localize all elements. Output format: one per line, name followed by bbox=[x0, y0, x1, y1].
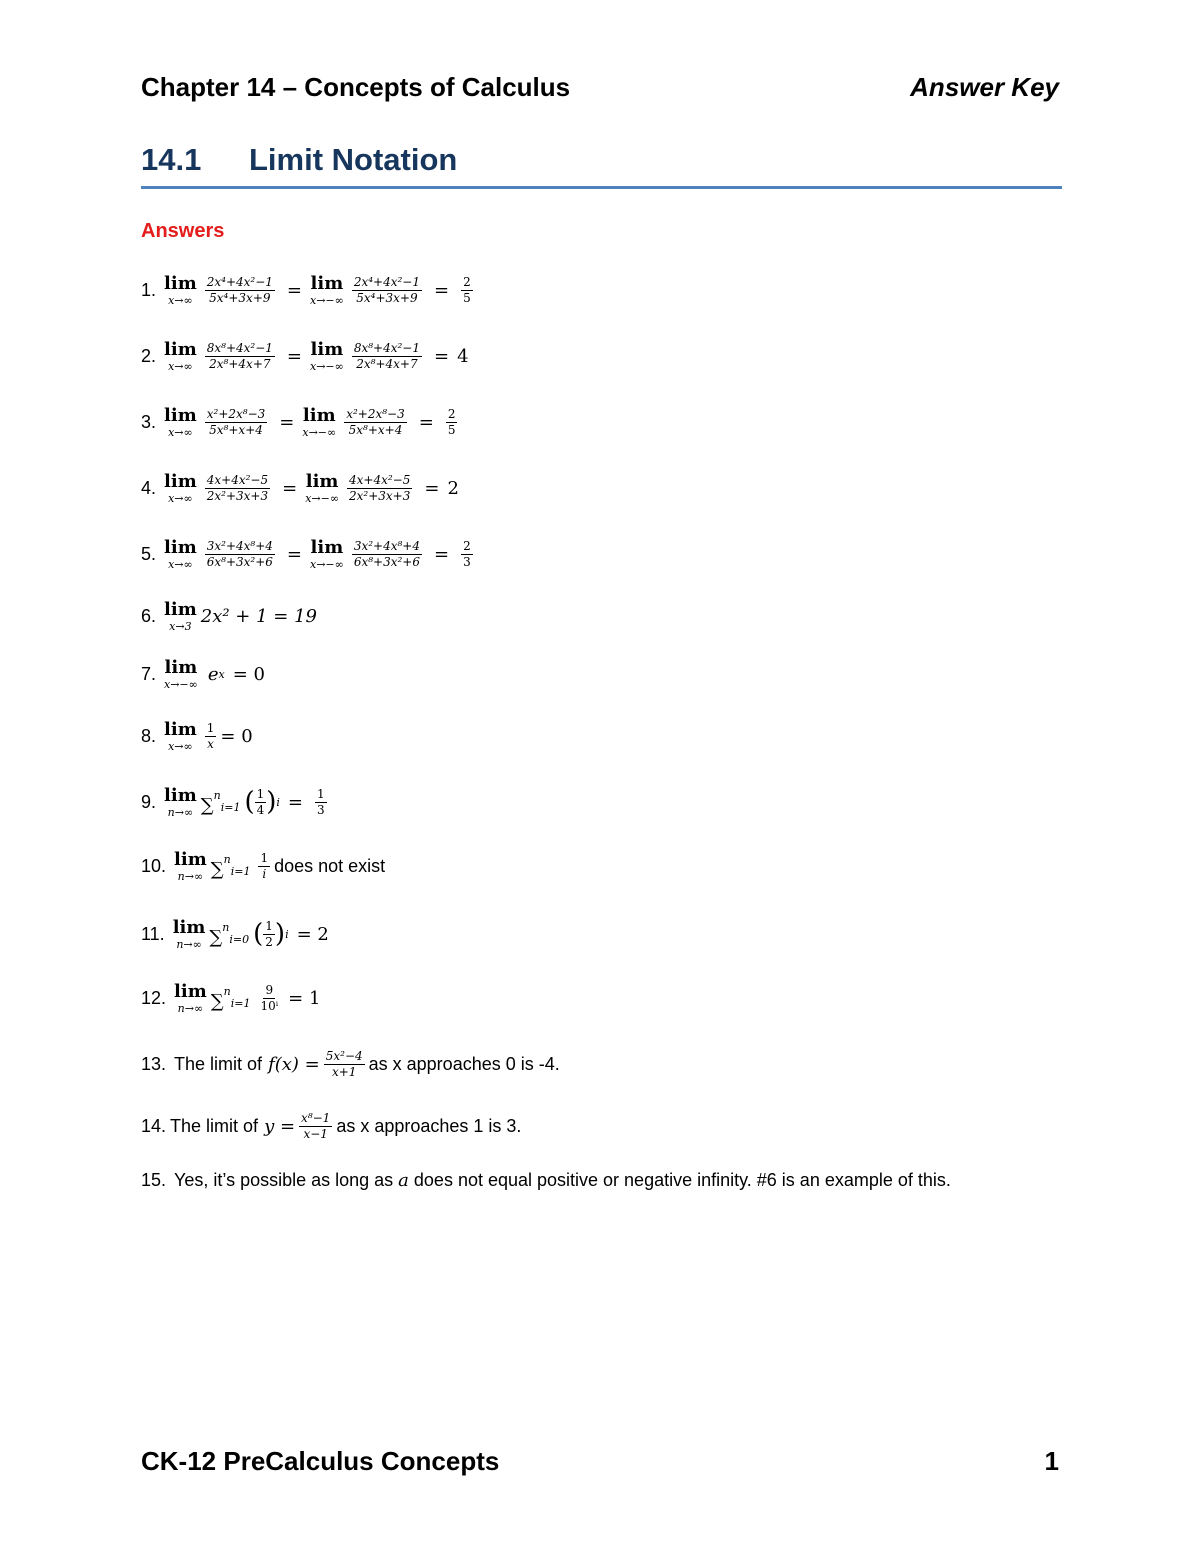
page-header bbox=[141, 72, 1059, 112]
denominator: x−1 bbox=[303, 1126, 328, 1141]
exp-base: e bbox=[207, 663, 219, 685]
answer-item bbox=[141, 650, 265, 698]
exponent: i bbox=[276, 795, 280, 809]
chapter-title: Chapter 14 – Concepts of Calculus bbox=[141, 72, 571, 102]
item-number: 7. bbox=[141, 663, 157, 684]
denominator: x bbox=[207, 736, 214, 751]
lim-subscript: x→∞ bbox=[168, 739, 193, 753]
numerator: 8x⁸+4x²−1 bbox=[353, 340, 420, 355]
limit bbox=[305, 470, 340, 505]
fraction bbox=[205, 473, 270, 504]
sigma-symbol: ∑ bbox=[209, 926, 223, 948]
answer-item bbox=[141, 332, 469, 380]
limit bbox=[302, 404, 337, 439]
lim-subscript: x→−∞ bbox=[310, 557, 344, 571]
numerator: 1 bbox=[260, 850, 269, 865]
lim-subscript: n→∞ bbox=[177, 869, 204, 883]
item-number: 3. bbox=[141, 411, 157, 432]
fraction bbox=[205, 721, 217, 752]
lim-word: lim bbox=[310, 272, 344, 294]
item-number: 11. bbox=[141, 923, 165, 944]
equals: = bbox=[286, 279, 303, 301]
answer-text: The limit of bbox=[170, 1115, 259, 1136]
lim-word: lim bbox=[172, 916, 206, 938]
answer-text: The limit of bbox=[174, 1053, 263, 1074]
answer-item bbox=[141, 464, 459, 512]
equals: = bbox=[287, 791, 304, 813]
lim-subscript: x→∞ bbox=[168, 425, 193, 439]
limit bbox=[164, 272, 197, 307]
expression: = 0 bbox=[220, 725, 253, 747]
result-fraction bbox=[315, 787, 327, 818]
denominator: 2 bbox=[265, 934, 273, 949]
equals: = bbox=[418, 411, 434, 433]
answer-item bbox=[141, 842, 385, 890]
sigma-symbol: ∑ bbox=[200, 794, 214, 816]
lim-subscript: x→∞ bbox=[168, 293, 193, 307]
item-number: 13. bbox=[141, 1053, 167, 1074]
numerator: 2 bbox=[463, 538, 471, 553]
fraction bbox=[352, 275, 422, 306]
summation bbox=[201, 789, 241, 816]
lim-word: lim bbox=[164, 718, 197, 740]
lim-subscript: x→−∞ bbox=[164, 677, 198, 691]
section-title: Limit Notation bbox=[249, 142, 458, 177]
limit bbox=[164, 784, 197, 819]
sum-lower: i=1 bbox=[230, 996, 251, 1010]
sum-upper: n bbox=[223, 984, 231, 998]
denominator: 6x⁸+3x²+6 bbox=[353, 554, 420, 569]
equals: = bbox=[434, 345, 450, 367]
sum-lower: i=1 bbox=[230, 864, 251, 878]
denominator: 5x⁴+3x+9 bbox=[356, 290, 418, 305]
limit bbox=[310, 536, 344, 571]
item-number: 10. bbox=[141, 855, 167, 876]
lim-word: lim bbox=[302, 404, 336, 426]
sigma-symbol: ∑ bbox=[210, 858, 224, 880]
sum-upper: n bbox=[223, 852, 231, 866]
sum-upper: n bbox=[222, 920, 230, 934]
limit bbox=[164, 404, 197, 439]
lim-subscript: x→∞ bbox=[168, 557, 193, 571]
denominator: 4 bbox=[256, 802, 265, 817]
numerator: 1 bbox=[256, 786, 265, 801]
numerator: x²+2x⁸−3 bbox=[206, 406, 266, 421]
lim-word: lim bbox=[164, 404, 197, 426]
variable: a bbox=[398, 1169, 409, 1191]
answer-item bbox=[141, 592, 317, 640]
denominator: 2x⁸+4x+7 bbox=[209, 356, 271, 371]
lim-word: lim bbox=[164, 272, 197, 294]
denominator: x+1 bbox=[331, 1064, 357, 1079]
item-number: 5. bbox=[141, 543, 157, 564]
item-number: 9. bbox=[141, 791, 157, 812]
lim-subscript: x→3 bbox=[169, 619, 192, 633]
answer-item bbox=[141, 712, 253, 760]
result-fraction bbox=[446, 407, 458, 438]
numerator: 4x+4x²−5 bbox=[206, 472, 269, 487]
item-number: 15. bbox=[141, 1169, 167, 1190]
right-paren: ) bbox=[266, 787, 277, 817]
function-expression: f(x) = bbox=[268, 1053, 320, 1075]
answer-text: Yes, it’s possible as long as bbox=[174, 1169, 394, 1190]
sum-upper: n bbox=[213, 788, 221, 802]
fraction bbox=[205, 275, 275, 306]
sum-lower: i=1 bbox=[220, 800, 241, 814]
denominator: 5 bbox=[463, 290, 471, 305]
numerator: 5x²−4 bbox=[325, 1048, 363, 1063]
answers-label: Answers bbox=[141, 220, 225, 242]
summation bbox=[211, 985, 251, 1012]
limit bbox=[310, 338, 344, 373]
lim-subscript: x→∞ bbox=[168, 491, 193, 505]
answer-item bbox=[141, 1156, 951, 1204]
numerator: 2 bbox=[447, 406, 456, 421]
fraction bbox=[258, 983, 280, 1014]
equals: = bbox=[286, 345, 303, 367]
item-number: 8. bbox=[141, 725, 157, 746]
denominator: 2x²+3x+3 bbox=[206, 488, 269, 503]
item-number: 6. bbox=[141, 605, 157, 626]
lim-subscript: x→−∞ bbox=[310, 359, 344, 373]
numerator: 8x⁸+4x²−1 bbox=[206, 340, 273, 355]
denominator: 5x⁴+3x+9 bbox=[209, 290, 271, 305]
lim-word: lim bbox=[164, 470, 197, 492]
item-number: 12. bbox=[141, 987, 167, 1008]
denominator: 2x⁸+4x+7 bbox=[356, 356, 418, 371]
limit bbox=[164, 470, 197, 505]
sum-lower: i=0 bbox=[229, 932, 250, 946]
limit bbox=[164, 718, 197, 753]
lim-word: lim bbox=[164, 536, 197, 558]
lim-word: lim bbox=[174, 848, 207, 870]
denominator: 3 bbox=[317, 802, 325, 817]
right-paren: ) bbox=[274, 919, 286, 949]
result-fraction bbox=[461, 275, 473, 306]
answer-text: as x approaches 0 is -4. bbox=[368, 1053, 560, 1074]
function-expression: y = bbox=[264, 1115, 296, 1137]
answer-item bbox=[141, 398, 461, 446]
limit bbox=[164, 656, 198, 691]
summation bbox=[209, 921, 249, 948]
denominator: 5x⁸+x+4 bbox=[348, 422, 403, 437]
fraction bbox=[352, 341, 422, 372]
page-footer bbox=[141, 1446, 1059, 1486]
answer-text: as x approaches 1 is 3. bbox=[336, 1115, 522, 1136]
fraction bbox=[352, 539, 422, 570]
lim-word: lim bbox=[310, 536, 344, 558]
result: 2 bbox=[447, 477, 459, 499]
denominator: 3 bbox=[463, 554, 471, 569]
answer-item bbox=[141, 266, 477, 314]
fraction bbox=[205, 539, 275, 570]
section-number: 14.1 bbox=[141, 142, 202, 177]
equals: = bbox=[279, 411, 295, 433]
answer-item bbox=[141, 530, 477, 578]
lim-subscript: n→∞ bbox=[167, 805, 194, 819]
left-paren: ( bbox=[253, 919, 264, 949]
limit bbox=[172, 916, 206, 951]
answer-item bbox=[141, 910, 329, 958]
numerator: 1 bbox=[265, 918, 273, 933]
equals: = bbox=[286, 543, 303, 565]
lim-word: lim bbox=[174, 980, 207, 1002]
expression: = 0 bbox=[232, 663, 265, 685]
limit bbox=[174, 848, 207, 883]
answer-item bbox=[141, 778, 331, 826]
lim-word: lim bbox=[164, 598, 197, 620]
limit bbox=[310, 272, 344, 307]
summation bbox=[211, 853, 251, 880]
fraction bbox=[205, 407, 268, 438]
exponent: x bbox=[218, 667, 225, 681]
exponent: i bbox=[285, 927, 289, 941]
result-fraction bbox=[461, 539, 473, 570]
fraction bbox=[324, 1049, 365, 1080]
numerator: 2x⁴+4x²−1 bbox=[353, 274, 420, 289]
limit bbox=[174, 980, 207, 1015]
answer-item bbox=[141, 974, 320, 1022]
answer-item bbox=[141, 1040, 560, 1088]
answer-key-label: Answer Key bbox=[910, 72, 1059, 102]
item-number: 4. bbox=[141, 477, 157, 498]
lim-word: lim bbox=[305, 470, 339, 492]
answer-text: does not exist bbox=[274, 855, 386, 876]
equals: = bbox=[424, 477, 440, 499]
denominator: 5 bbox=[447, 422, 456, 437]
fraction bbox=[263, 919, 275, 950]
denominator: 5x⁸+x+4 bbox=[209, 422, 263, 437]
equals: = bbox=[282, 477, 298, 499]
lim-word: lim bbox=[310, 338, 344, 360]
lim-word: lim bbox=[164, 784, 197, 806]
expression: = 1 bbox=[288, 987, 321, 1009]
lim-subscript: n→∞ bbox=[176, 937, 202, 951]
lim-subscript: x→−∞ bbox=[305, 491, 340, 505]
sigma-symbol: ∑ bbox=[210, 990, 224, 1012]
fraction bbox=[299, 1111, 332, 1142]
fraction bbox=[255, 787, 267, 818]
left-paren: ( bbox=[244, 787, 255, 817]
lim-subscript: n→∞ bbox=[177, 1001, 204, 1015]
lim-word: lim bbox=[164, 656, 198, 678]
limit bbox=[164, 338, 197, 373]
numerator: 3x²+4x⁸+4 bbox=[353, 538, 420, 553]
fraction bbox=[344, 407, 407, 438]
numerator: 9 bbox=[265, 982, 274, 997]
limit bbox=[164, 536, 197, 571]
lim-subscript: x→∞ bbox=[168, 359, 193, 373]
numerator: 3x²+4x⁸+4 bbox=[206, 538, 273, 553]
numerator: 2x⁴+4x²−1 bbox=[206, 274, 273, 289]
lim-word: lim bbox=[164, 338, 197, 360]
section-heading bbox=[141, 140, 1062, 189]
denominator: 2x²+3x+3 bbox=[349, 488, 411, 503]
expression: = 2 bbox=[296, 923, 329, 945]
lim-subscript: x→−∞ bbox=[302, 425, 337, 439]
denominator: 6x⁸+3x²+6 bbox=[206, 554, 273, 569]
numerator: 2 bbox=[463, 274, 471, 289]
expression: 2x² + 1 = 19 bbox=[200, 605, 317, 627]
answer-text: does not equal positive or negative infinity. #6 is an example of this. bbox=[413, 1169, 951, 1190]
equals: = bbox=[434, 543, 450, 565]
numerator: 1 bbox=[317, 786, 325, 801]
lim-subscript: x→−∞ bbox=[310, 293, 344, 307]
result: 4 bbox=[457, 345, 469, 367]
item-number: 14. bbox=[141, 1115, 167, 1136]
numerator: 4x+4x²−5 bbox=[349, 472, 411, 487]
numerator: x²+2x⁸−3 bbox=[346, 406, 405, 421]
item-number: 1. bbox=[141, 279, 157, 300]
denominator: i bbox=[262, 866, 267, 881]
fraction bbox=[258, 851, 270, 882]
numerator: x⁸−1 bbox=[301, 1110, 331, 1125]
equals: = bbox=[434, 279, 450, 301]
fraction bbox=[205, 341, 275, 372]
page-number: 1 bbox=[1044, 1446, 1059, 1476]
fraction bbox=[347, 473, 412, 504]
denominator: 10ⁱ bbox=[260, 998, 279, 1013]
answer-item bbox=[141, 1102, 521, 1150]
item-number: 2. bbox=[141, 345, 157, 366]
limit bbox=[164, 598, 197, 633]
numerator: 1 bbox=[206, 720, 215, 735]
footer-title: CK-12 PreCalculus Concepts bbox=[141, 1446, 500, 1476]
